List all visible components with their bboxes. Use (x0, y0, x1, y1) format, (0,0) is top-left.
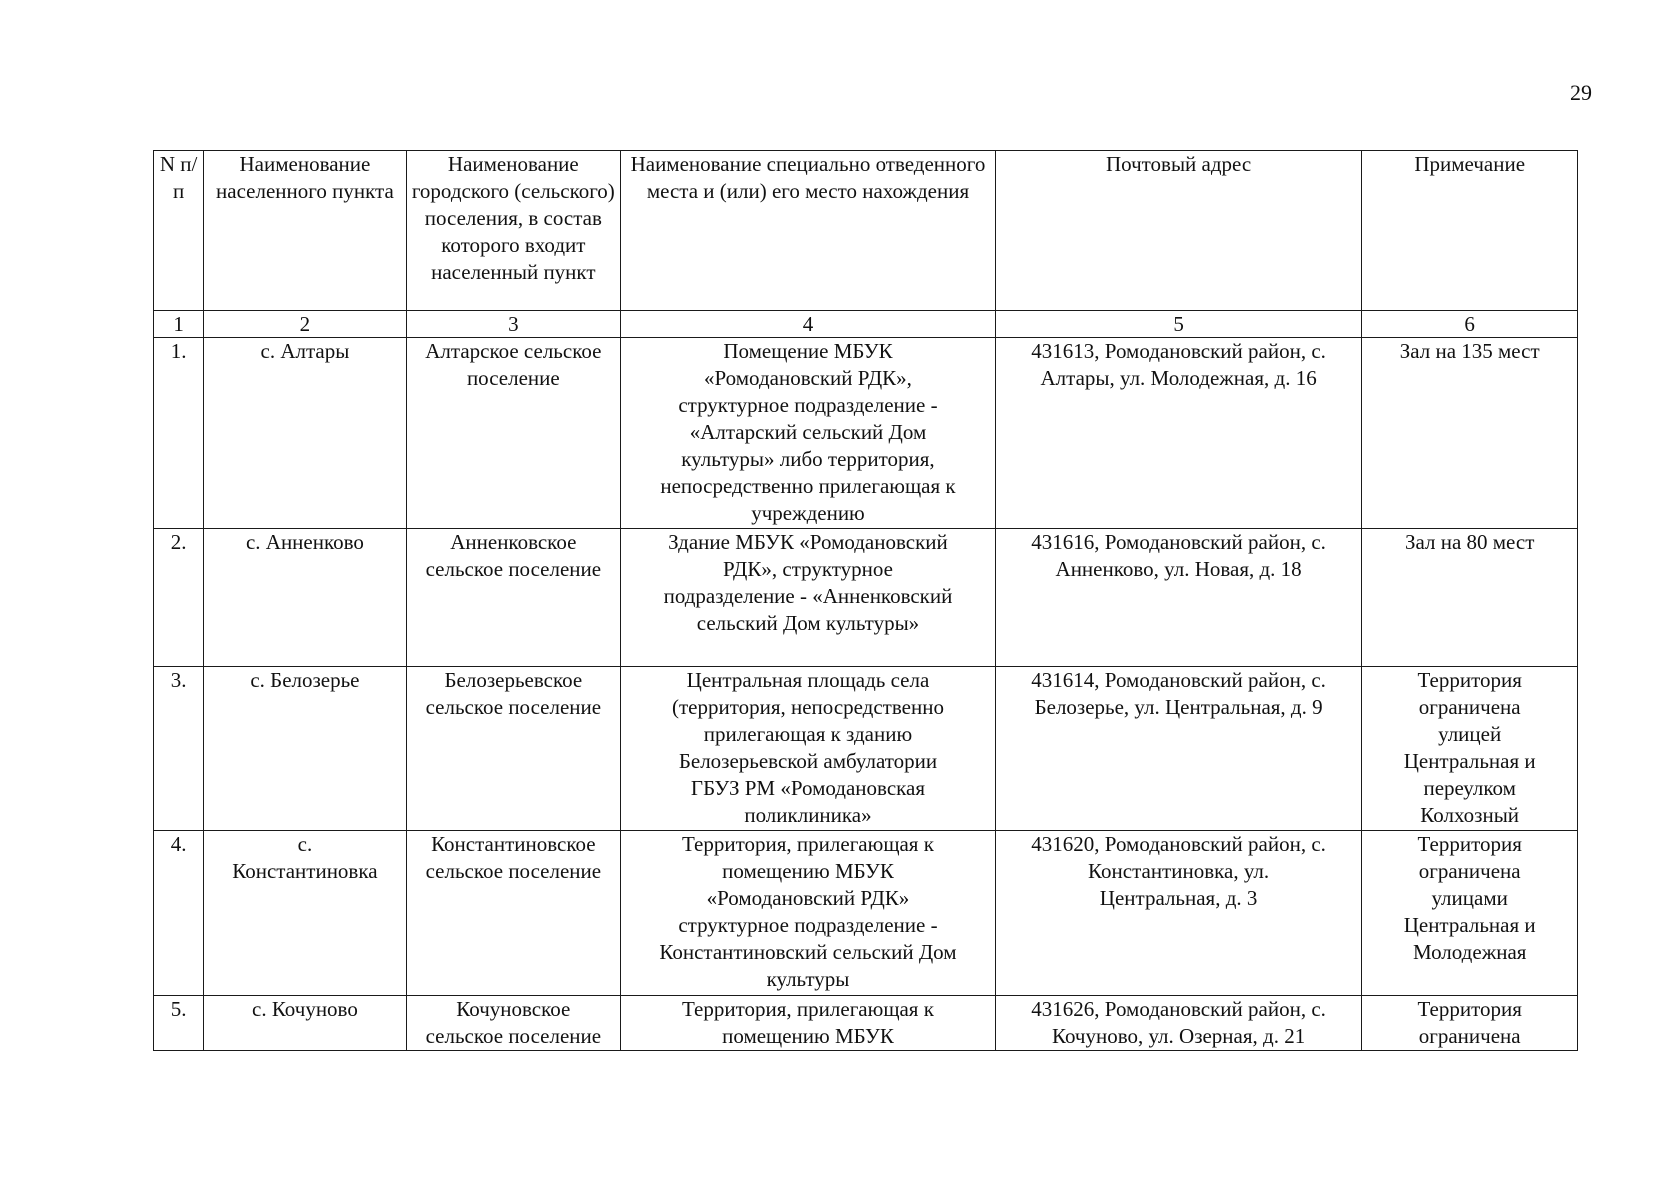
settlements-table (153, 150, 1578, 1051)
settlement-name: с. Анненково (204, 529, 406, 667)
postal-address: 431613, Ромодановский район, с. Алтары, ул. Молодежная, д. 16 (995, 338, 1362, 529)
postal-address: 431626, Ромодановский район, с. Кочуново, ул. Озерная, д. 21 (995, 996, 1362, 1051)
column-index: 3 (406, 311, 621, 338)
settlement-name: с. Константиновка (204, 831, 406, 996)
note: Зал на 80 мест (1362, 529, 1578, 667)
place-description: Центральная площадь села (территория, непосредственно прилегающая к зданию Белозерьевской амбулатории ГБУЗ РМ «Ромодановская поликлиника» (621, 667, 996, 831)
page-number: 29 (1570, 80, 1592, 105)
table-row (154, 996, 1578, 1051)
column-index: 6 (1362, 311, 1578, 338)
municipality-name: Белозерьевское сельское поселение (406, 667, 621, 831)
column-index: 1 (154, 311, 204, 338)
municipality-name: Кочуновское сельское поселение (406, 996, 621, 1051)
settlement-name: с. Кочуново (204, 996, 406, 1051)
postal-address: 431614, Ромодановский район, с. Белозерье, ул. Центральная, д. 9 (995, 667, 1362, 831)
header-note: Примечание (1362, 151, 1578, 311)
postal-address: 431616, Ромодановский район, с. Анненково, ул. Новая, д. 18 (995, 529, 1362, 667)
place-description: Территория, прилегающая к помещению МБУК (621, 996, 996, 1051)
municipality-name: Анненковское сельское поселение (406, 529, 621, 667)
row-number: 1. (154, 338, 204, 529)
table-row (154, 338, 1578, 529)
column-index-row (154, 311, 1578, 338)
municipality-name: Алтарское сельское поселение (406, 338, 621, 529)
postal-address: 431620, Ромодановский район, с. Константиновка, ул. Центральная, д. 3 (995, 831, 1362, 996)
header-place: Наименование специально отведенного места и (или) его место нахождения (621, 151, 996, 311)
place-description: Помещение МБУК «Ромодановский РДК», структурное подразделение - «Алтарский сельский Дом культуры» либо территория, непосредственно прилегающая к учреждению (621, 338, 996, 529)
settlement-name: с. Алтары (204, 338, 406, 529)
row-number: 4. (154, 831, 204, 996)
header-municipality: Наименование городского (сельского) поселения, в состав которого входит населенный пункт (406, 151, 621, 311)
table-row (154, 529, 1578, 667)
column-index: 5 (995, 311, 1362, 338)
note: Территория ограничена (1362, 996, 1578, 1051)
place-description: Здание МБУК «Ромодановский РДК», структурное подразделение - «Анненковский сельский Дом культуры» (621, 529, 996, 667)
header-number: N п/п (154, 151, 204, 311)
note: Территория ограничена улицами Центральная и Молодежная (1362, 831, 1578, 996)
place-description: Территория, прилегающая к помещению МБУК «Ромодановский РДК» структурное подразделение - Константиновский сельский Дом культуры (621, 831, 996, 996)
header-settlement: Наименование населенного пункта (204, 151, 406, 311)
header-address: Почтовый адрес (995, 151, 1362, 311)
table-row (154, 667, 1578, 831)
column-index: 2 (204, 311, 406, 338)
settlement-name: с. Белозерье (204, 667, 406, 831)
row-number: 2. (154, 529, 204, 667)
row-number: 3. (154, 667, 204, 831)
municipality-name: Константиновское сельское поселение (406, 831, 621, 996)
row-number: 5. (154, 996, 204, 1051)
table-header-row (154, 151, 1578, 311)
column-index: 4 (621, 311, 996, 338)
note: Территория ограничена улицей Центральная и переулком Колхозный (1362, 667, 1578, 831)
note: Зал на 135 мест (1362, 338, 1578, 529)
table-row (154, 831, 1578, 996)
